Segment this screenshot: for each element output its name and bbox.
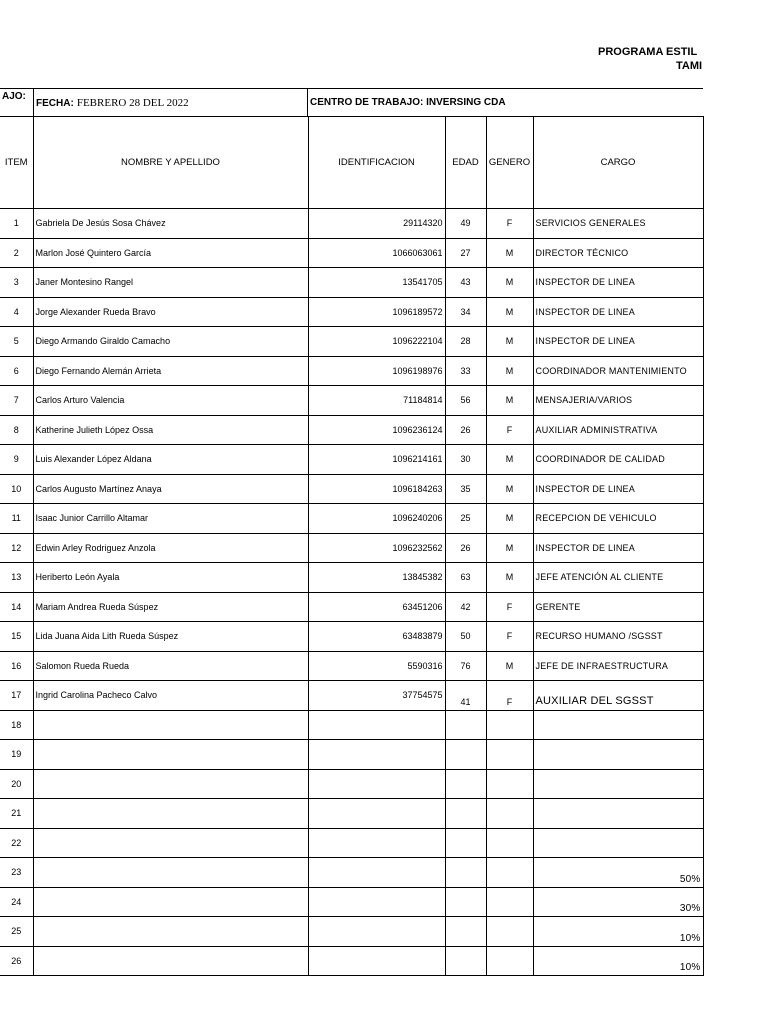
table-row: [0, 887, 703, 917]
cell-position: [533, 740, 703, 770]
cell-position: DIRECTOR TÉCNICO: [533, 238, 703, 268]
cell-age: 76: [445, 651, 486, 681]
cell-item: 7: [0, 386, 33, 416]
cell-position: JEFE ATENCIÓN AL CLIENTE: [533, 563, 703, 593]
cell-gender: M: [486, 356, 533, 386]
cell-age: 26: [445, 415, 486, 445]
cell-gender: M: [486, 238, 533, 268]
table-row: [0, 209, 703, 239]
cell-id: 5590316: [308, 651, 445, 681]
cell-gender: M: [486, 386, 533, 416]
cell-age: 50: [445, 622, 486, 652]
cell-item: 9: [0, 445, 33, 475]
col-header-id: IDENTIFICACION: [308, 117, 445, 209]
table-row: [0, 238, 703, 268]
cell-position: COORDINADOR DE CALIDAD: [533, 445, 703, 475]
cell-position: AUXILIAR ADMINISTRATIVA: [533, 415, 703, 445]
cell-item: 19: [0, 740, 33, 770]
cell-item: 10: [0, 474, 33, 504]
cell-position: JEFE DE INFRAESTRUCTURA: [533, 651, 703, 681]
cell-position: INSPECTOR DE LINEA: [533, 533, 703, 563]
cell-position: SERVICIOS GENERALES: [533, 209, 703, 239]
cell-id: 1096232562: [308, 533, 445, 563]
cell-item: 17: [0, 681, 33, 711]
cell-item: 25: [0, 917, 33, 947]
table-row: [0, 297, 703, 327]
cell-position: [533, 769, 703, 799]
cell-name: [33, 887, 308, 917]
cell-name: Mariam Andrea Rueda Súspez: [33, 592, 308, 622]
cell-name: Diego Fernando Alemán Arrieta: [33, 356, 308, 386]
cell-name: Heriberto León Ayala: [33, 563, 308, 593]
cell-name: Janer Montesino Rangel: [33, 268, 308, 298]
cell-age: [445, 769, 486, 799]
cell-gender: F: [486, 415, 533, 445]
cell-id: [308, 799, 445, 829]
table-row: [0, 563, 703, 593]
cell-position: RECEPCION DE VEHICULO: [533, 504, 703, 534]
cell-id: 1096189572: [308, 297, 445, 327]
cell-age: 42: [445, 592, 486, 622]
table-row: [0, 946, 703, 976]
cell-gender: M: [486, 268, 533, 298]
cell-item: 8: [0, 415, 33, 445]
cell-id: 37754575: [308, 681, 445, 711]
table-row: [0, 622, 703, 652]
cell-gender: M: [486, 327, 533, 357]
cell-item: 11: [0, 504, 33, 534]
cell-id: 63483879: [308, 622, 445, 652]
table-row: [0, 740, 703, 770]
table-row: [0, 828, 703, 858]
cell-gender: [486, 740, 533, 770]
cell-age: 43: [445, 268, 486, 298]
cell-name: Luis Alexander López Aldana: [33, 445, 308, 475]
cell-item: 13: [0, 563, 33, 593]
cell-name: [33, 858, 308, 888]
cell-id: 29114320: [308, 209, 445, 239]
table-row: [0, 710, 703, 740]
cell-age: 56: [445, 386, 486, 416]
cell-item: 16: [0, 651, 33, 681]
cell-gender: [486, 917, 533, 947]
cell-position: [533, 828, 703, 858]
table-row: [0, 504, 703, 534]
cell-position: INSPECTOR DE LINEA: [533, 474, 703, 504]
cell-gender: M: [486, 563, 533, 593]
cell-id: 1096236124: [308, 415, 445, 445]
cell-age: [445, 946, 486, 976]
cell-gender: F: [486, 681, 533, 711]
cell-item: 15: [0, 622, 33, 652]
cell-position: 50%: [533, 858, 703, 888]
cell-name: [33, 828, 308, 858]
col-header-position: CARGO: [533, 117, 703, 209]
table-row: [0, 268, 703, 298]
cell-item: 23: [0, 858, 33, 888]
cell-gender: M: [486, 297, 533, 327]
cell-item: 26: [0, 946, 33, 976]
cell-id: 13845382: [308, 563, 445, 593]
cell-position: [533, 799, 703, 829]
cell-position: AUXILIAR DEL SGSST: [533, 681, 703, 711]
date-label: FECHA:: [36, 98, 74, 109]
cell-name: Jorge Alexander Rueda Bravo: [33, 297, 308, 327]
cell-gender: F: [486, 622, 533, 652]
cell-position: INSPECTOR DE LINEA: [533, 327, 703, 357]
cell-position: INSPECTOR DE LINEA: [533, 268, 703, 298]
cell-age: [445, 858, 486, 888]
cell-age: 35: [445, 474, 486, 504]
cell-gender: M: [486, 445, 533, 475]
table-row: [0, 533, 703, 563]
table-row: [0, 327, 703, 357]
date-field: [33, 89, 308, 117]
cell-id: [308, 740, 445, 770]
cell-item: 12: [0, 533, 33, 563]
cell-id: 1096240206: [308, 504, 445, 534]
table-row: [0, 799, 703, 829]
cell-id: [308, 769, 445, 799]
cell-age: [445, 828, 486, 858]
cell-position: GERENTE: [533, 592, 703, 622]
cell-gender: [486, 799, 533, 829]
table-row: [0, 769, 703, 799]
cell-name: Lida Juana Aida Lith Rueda Súspez: [33, 622, 308, 652]
cell-item: 14: [0, 592, 33, 622]
cell-gender: M: [486, 474, 533, 504]
table-row: [0, 592, 703, 622]
cell-gender: [486, 828, 533, 858]
cell-name: [33, 710, 308, 740]
cell-id: 1096214161: [308, 445, 445, 475]
cell-age: [445, 917, 486, 947]
cell-position: COORDINADOR MANTENIMIENTO: [533, 356, 703, 386]
col-header-age: EDAD: [445, 117, 486, 209]
cell-gender: [486, 946, 533, 976]
cell-id: [308, 858, 445, 888]
cell-name: Gabriela De Jesús Sosa Chávez: [33, 209, 308, 239]
cell-id: 13541705: [308, 268, 445, 298]
cell-item: 6: [0, 356, 33, 386]
cell-id: [308, 887, 445, 917]
cell-name: Carlos Arturo Valencia: [33, 386, 308, 416]
cell-name: [33, 917, 308, 947]
table-row: [0, 474, 703, 504]
cell-id: [308, 710, 445, 740]
work-center: CENTRO DE TRABAJO: INVERSING CDA: [308, 89, 703, 117]
cell-gender: [486, 858, 533, 888]
cell-name: Marlon José Quintero García: [33, 238, 308, 268]
table-row: [0, 445, 703, 475]
cell-id: 1096198976: [308, 356, 445, 386]
cell-id: [308, 917, 445, 947]
cell-age: 25: [445, 504, 486, 534]
cell-id: 1096222104: [308, 327, 445, 357]
cell-name: Diego Armando Giraldo Camacho: [33, 327, 308, 357]
table-row: [0, 415, 703, 445]
cell-item: 22: [0, 828, 33, 858]
cell-position: 30%: [533, 887, 703, 917]
cell-name: Katherine Julieth López Ossa: [33, 415, 308, 445]
table-row: [0, 858, 703, 888]
table-row: [0, 386, 703, 416]
table-row: [0, 917, 703, 947]
cell-position: [533, 710, 703, 740]
cell-age: 34: [445, 297, 486, 327]
cell-item: 5: [0, 327, 33, 357]
cell-gender: F: [486, 592, 533, 622]
cell-age: 30: [445, 445, 486, 475]
cell-item: 21: [0, 799, 33, 829]
cell-item: 2: [0, 238, 33, 268]
table-row: [0, 651, 703, 681]
cell-age: 49: [445, 209, 486, 239]
cell-id: 71184814: [308, 386, 445, 416]
cell-position: INSPECTOR DE LINEA: [533, 297, 703, 327]
cell-item: 24: [0, 887, 33, 917]
cell-gender: [486, 710, 533, 740]
cell-gender: M: [486, 651, 533, 681]
cell-id: [308, 828, 445, 858]
cell-name: Ingrid Carolina Pacheco Calvo: [33, 681, 308, 711]
form-header: [0, 88, 703, 117]
cell-age: [445, 799, 486, 829]
cell-age: [445, 887, 486, 917]
cell-item: 4: [0, 297, 33, 327]
cell-position: RECURSO HUMANO /SGSST: [533, 622, 703, 652]
cell-name: [33, 799, 308, 829]
cell-item: 18: [0, 710, 33, 740]
cell-id: 1066063061: [308, 238, 445, 268]
cell-item: 3: [0, 268, 33, 298]
cell-gender: [486, 887, 533, 917]
cell-name: Carlos Augusto Martínez Anaya: [33, 474, 308, 504]
cell-gender: F: [486, 209, 533, 239]
program-title: PROGRAMA ESTIL: [598, 46, 698, 58]
cell-item: 20: [0, 769, 33, 799]
cell-name: Salomon Rueda Rueda: [33, 651, 308, 681]
cell-age: 28: [445, 327, 486, 357]
col-header-item: ITEM: [0, 117, 33, 209]
cell-name: Isaac Junior Carrillo Altamar: [33, 504, 308, 534]
cell-position: 10%: [533, 946, 703, 976]
cell-age: [445, 740, 486, 770]
cell-id: 63451206: [308, 592, 445, 622]
cell-age: 26: [445, 533, 486, 563]
cell-age: 63: [445, 563, 486, 593]
table-row: [0, 356, 703, 386]
cell-age: [445, 710, 486, 740]
cell-name: [33, 740, 308, 770]
cell-age: 27: [445, 238, 486, 268]
cell-age: 41: [445, 681, 486, 711]
cell-gender: M: [486, 533, 533, 563]
cell-id: 1096184263: [308, 474, 445, 504]
cell-name: Edwin Arley Rodriguez Anzola: [33, 533, 308, 563]
table-header-row: [0, 117, 703, 209]
employee-table: [0, 116, 704, 976]
col-header-gender: GENERO: [486, 117, 533, 209]
table-row: [0, 681, 703, 711]
cell-position: MENSAJERIA/VARIOS: [533, 386, 703, 416]
cell-name: [33, 769, 308, 799]
work-label: AJO:: [2, 91, 26, 102]
cell-gender: M: [486, 504, 533, 534]
cell-gender: [486, 769, 533, 799]
cell-age: 33: [445, 356, 486, 386]
date-value: FEBRERO 28 DEL 2022: [76, 97, 189, 109]
cell-name: [33, 946, 308, 976]
cell-position: 10%: [533, 917, 703, 947]
cell-item: 1: [0, 209, 33, 239]
program-subtitle: TAMI: [676, 60, 703, 72]
cell-id: [308, 946, 445, 976]
col-header-name: NOMBRE Y APELLIDO: [33, 117, 308, 209]
